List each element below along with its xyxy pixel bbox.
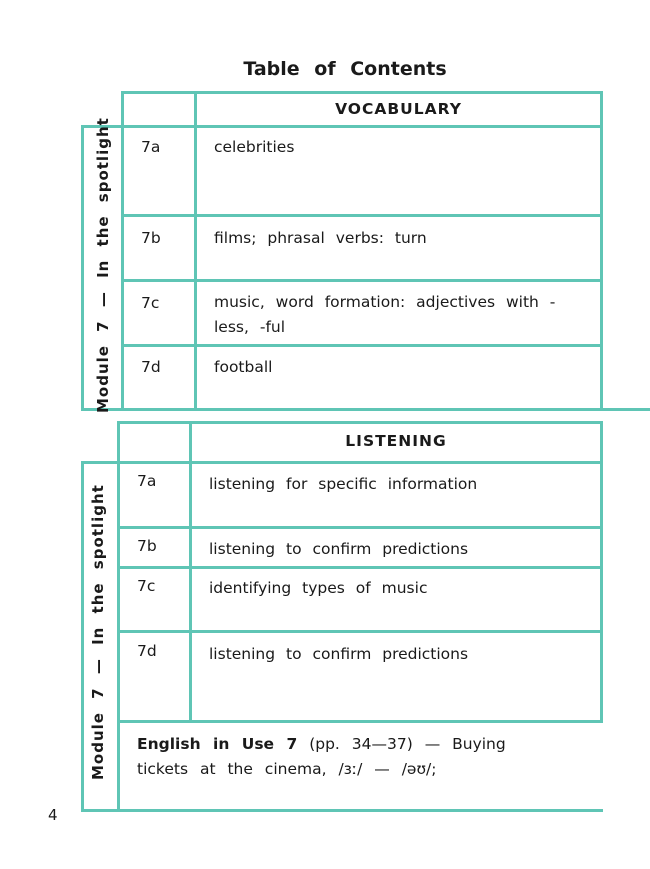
listen-row-code: 7d [137, 642, 157, 660]
table-border-line [117, 421, 120, 812]
table-border-line [189, 421, 192, 723]
vocab-row-text: films; phrasal verbs: turn [214, 229, 427, 247]
listening-module-label: Module 7 — In the spotlight [89, 484, 107, 780]
listen-row-text: listening for specific information [209, 475, 478, 493]
listen-row-text: identifying types of music [209, 579, 428, 597]
table-border-line [121, 91, 124, 411]
table-border-line [81, 125, 84, 411]
listen-row-code: 7b [137, 537, 157, 555]
table-border-line [81, 809, 603, 812]
english-in-use-entry [137, 732, 547, 782]
listening-header: LISTENING [345, 432, 447, 450]
english-in-use-details: (pp. 34—37) — Buying tickets at the cinema, /ɜː/ — /əʊ/; [137, 735, 506, 778]
table-border-line [81, 408, 650, 411]
vocab-row-code: 7b [141, 229, 161, 247]
listen-row-code: 7a [137, 472, 157, 490]
vocab-row-text: celebrities [214, 138, 295, 156]
table-border-line [194, 91, 197, 411]
table-border-line [81, 461, 84, 812]
vocab-row-text: football [214, 358, 273, 376]
table-border-line [600, 421, 603, 723]
vocab-row-code: 7c [141, 294, 160, 312]
vocab-row-text: music, word formation: adjectives with -less, -ful [214, 293, 556, 336]
vocab-row-code: 7d [141, 358, 161, 376]
vocab-row-code: 7a [141, 138, 161, 156]
table-border-line [81, 461, 603, 464]
page-number: 4 [48, 806, 58, 824]
listen-row-text: listening to confirm predictions [209, 645, 469, 663]
vocabulary-module-label: Module 7 — In the spotlight [94, 117, 112, 413]
table-border-line [600, 91, 603, 411]
table-border-line [81, 125, 603, 128]
vocabulary-header: VOCABULARY [335, 100, 462, 118]
english-in-use-title: English in Use 7 [137, 735, 298, 753]
listen-row-code: 7c [137, 577, 156, 595]
listen-row-text: listening to confirm predictions [209, 540, 469, 558]
page-title: Table of Contents [243, 58, 447, 80]
